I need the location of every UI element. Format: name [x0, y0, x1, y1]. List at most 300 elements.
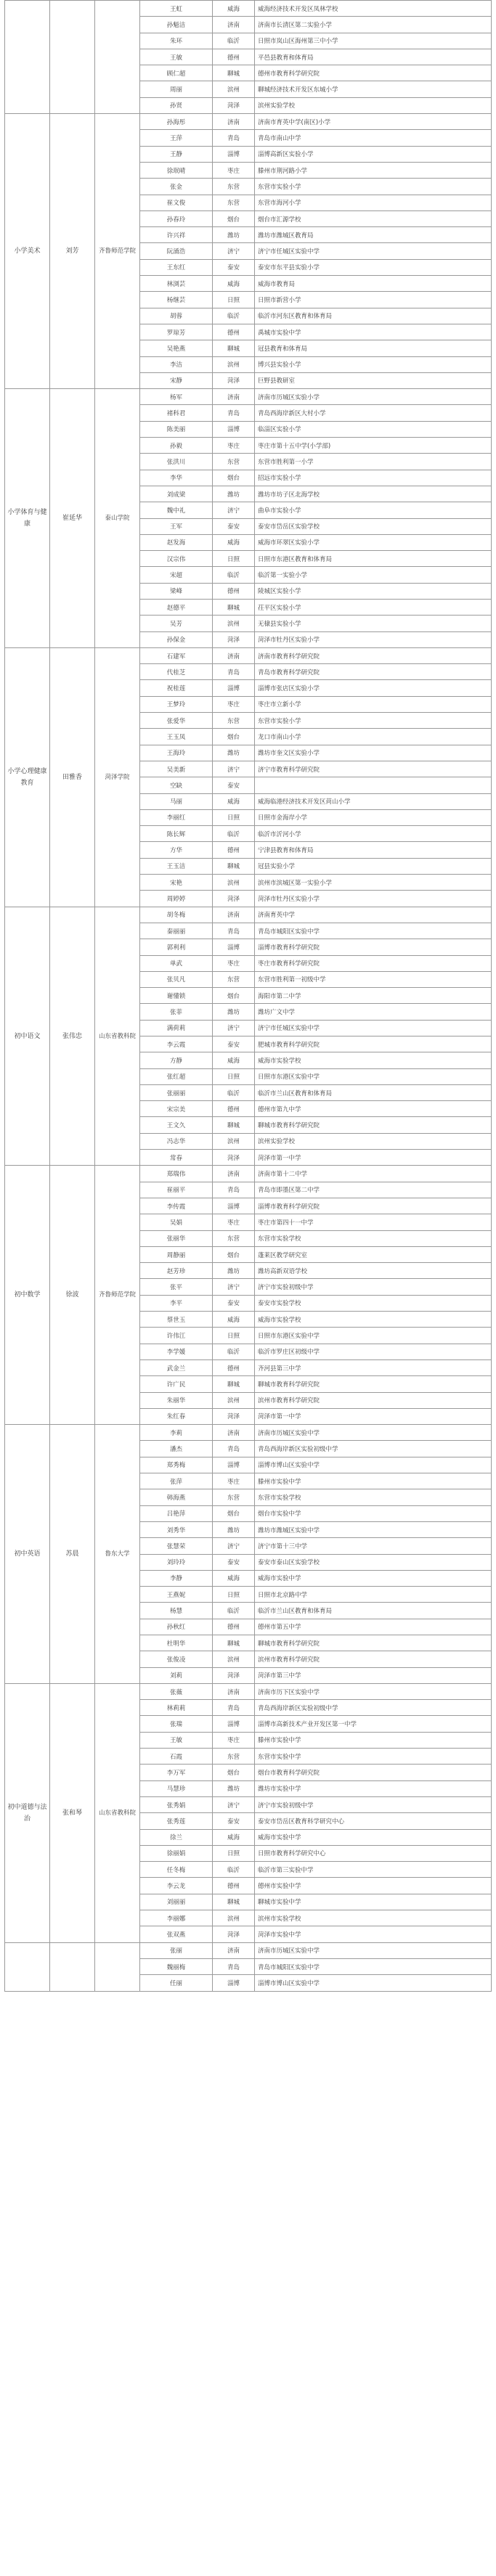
member-unit-cell: 菏泽市牡丹区实验小学 — [255, 631, 492, 647]
member-unit-cell: 东营市实验学校 — [255, 1489, 492, 1505]
member-name-cell: 王虹 — [140, 1, 213, 17]
member-city-cell: 滨州 — [213, 1133, 255, 1149]
member-name-cell: 满荷莉 — [140, 1020, 213, 1036]
member-name-cell: 魏中礼 — [140, 502, 213, 518]
member-name-cell: 吴美新 — [140, 761, 213, 777]
member-name-cell: 林浏芸 — [140, 276, 213, 292]
member-city-cell: 济宁 — [213, 502, 255, 518]
member-city-cell: 德州 — [213, 1359, 255, 1375]
member-unit-cell: 青岛西海岸新区大村小学 — [255, 405, 492, 421]
member-city-cell: 潍坊 — [213, 1004, 255, 1020]
group-college-cell: 泰山学院 — [95, 389, 140, 648]
member-name-cell: 任冬梅 — [140, 1862, 213, 1878]
member-unit-cell: 日照市新营小学 — [255, 292, 492, 308]
member-unit-cell: 聊城市教育科学研究院 — [255, 1117, 492, 1133]
member-name-cell: 徐珉晴 — [140, 162, 213, 178]
member-unit-cell: 日照市金海岸小学 — [255, 809, 492, 825]
member-unit-cell: 菏泽市第一中学 — [255, 1150, 492, 1166]
member-unit-cell: 菏泽市第一中学 — [255, 1408, 492, 1424]
member-city-cell: 聊城 — [213, 1376, 255, 1392]
member-name-cell: 许伟江 — [140, 1328, 213, 1344]
member-city-cell: 青岛 — [213, 1958, 255, 1974]
member-unit-cell: 青岛西海岸新区实验初级中学 — [255, 1700, 492, 1716]
member-city-cell: 枣庄 — [213, 696, 255, 712]
member-unit-cell: 潍坊市潍城区实验中学 — [255, 1521, 492, 1537]
member-name-cell: 王梦玲 — [140, 696, 213, 712]
member-name-cell: 刘莉 — [140, 1667, 213, 1683]
member-name-cell: 刘成梁 — [140, 486, 213, 502]
member-name-cell: 郑瑞伟 — [140, 1166, 213, 1182]
member-unit-cell: 滕州市荆河路小学 — [255, 162, 492, 178]
member-city-cell: 淄博 — [213, 1975, 255, 1991]
member-city-cell: 淄博 — [213, 939, 255, 955]
member-city-cell: 日照 — [213, 1068, 255, 1084]
member-city-cell: 菏泽 — [213, 372, 255, 388]
member-name-cell: 林莉莉 — [140, 1700, 213, 1716]
member-city-cell: 济南 — [213, 1942, 255, 1958]
member-city-cell: 威海 — [213, 276, 255, 292]
member-city-cell: 东营 — [213, 195, 255, 210]
member-name-cell: 杜明华 — [140, 1635, 213, 1651]
member-unit-cell: 泰安市岱岳区实验学校 — [255, 518, 492, 534]
member-city-cell: 济宁 — [213, 243, 255, 259]
member-name-cell: 李洁 — [140, 356, 213, 372]
member-unit-cell: 潍坊市潍城区教育局 — [255, 227, 492, 243]
member-unit-cell: 枣庄市第十五中学(小学部) — [255, 438, 492, 454]
member-unit-cell: 泰安市实验学校 — [255, 1295, 492, 1311]
member-unit-cell: 聊城市实验中学 — [255, 1894, 492, 1910]
member-name-cell: 刘丽丽 — [140, 1894, 213, 1910]
member-name-cell: 顾仁超 — [140, 65, 213, 81]
member-unit-cell: 滨州实验学校 — [255, 97, 492, 113]
member-unit-cell: 淄博市博山区实验中学 — [255, 1457, 492, 1473]
member-unit-cell: 滨州市实验学校 — [255, 1910, 492, 1926]
member-name-cell: 王海玲 — [140, 745, 213, 761]
member-city-cell: 济南 — [213, 647, 255, 663]
member-name-cell: 方华 — [140, 842, 213, 858]
member-unit-cell: 淄博市教育科学研究院 — [255, 1198, 492, 1214]
member-unit-cell: 菏泽市第三中学 — [255, 1667, 492, 1683]
group-subject-cell: 小学体育与健康 — [5, 389, 50, 648]
member-name-cell: 马丽 — [140, 793, 213, 809]
member-unit-cell: 济南市长清区第二实验小学 — [255, 17, 492, 33]
table-row — [5, 647, 492, 663]
member-city-cell: 烟台 — [213, 1765, 255, 1780]
member-name-cell: 周静丽 — [140, 1246, 213, 1262]
member-name-cell: 杨继芸 — [140, 292, 213, 308]
group-tutor-cell — [50, 1, 95, 114]
member-name-cell: 张丽华 — [140, 1230, 213, 1246]
member-unit-cell: 济南市历城区实验小学 — [255, 389, 492, 405]
member-city-cell: 枣庄 — [213, 955, 255, 971]
member-city-cell: 临沂 — [213, 1603, 255, 1619]
member-name-cell: 孙春玲 — [140, 210, 213, 226]
member-unit-cell: 威海市实验学校 — [255, 1052, 492, 1068]
member-name-cell: 孙保金 — [140, 631, 213, 647]
member-city-cell: 泰安 — [213, 1813, 255, 1829]
member-city-cell: 滨州 — [213, 1651, 255, 1667]
member-unit-cell: 滨州市教育科学研究院 — [255, 1651, 492, 1667]
member-unit-cell: 枣庄市立新小学 — [255, 696, 492, 712]
member-unit-cell: 东营市胜利第一初级中学 — [255, 971, 492, 987]
member-city-cell: 菏泽 — [213, 631, 255, 647]
member-city-cell: 德州 — [213, 842, 255, 858]
member-city-cell: 青岛 — [213, 405, 255, 421]
member-city-cell: 聊城 — [213, 340, 255, 356]
member-city-cell: 济南 — [213, 1425, 255, 1441]
member-name-cell: 单武 — [140, 955, 213, 971]
member-unit-cell: 德州市第五中学 — [255, 1619, 492, 1635]
table-row — [5, 1166, 492, 1182]
member-city-cell: 滨州 — [213, 81, 255, 97]
member-name-cell: 李静 — [140, 1570, 213, 1586]
member-name-cell: 任丽 — [140, 1975, 213, 1991]
member-unit-cell: 枣庄市教育科学研究院 — [255, 955, 492, 971]
group-college-cell: 菏泽学院 — [95, 647, 140, 907]
member-name-cell: 张红超 — [140, 1068, 213, 1084]
member-city-cell: 聊城 — [213, 1894, 255, 1910]
member-name-cell: 刘秀华 — [140, 1521, 213, 1537]
member-unit-cell — [255, 777, 492, 793]
member-name-cell: 孙魁洁 — [140, 17, 213, 33]
member-unit-cell: 德州市实验中学 — [255, 1878, 492, 1894]
member-name-cell: 陈长辉 — [140, 826, 213, 842]
member-name-cell: 崔丽平 — [140, 1182, 213, 1198]
member-name-cell: 梁峰 — [140, 583, 213, 599]
member-unit-cell: 烟台市汇源学校 — [255, 210, 492, 226]
member-city-cell: 聊城 — [213, 858, 255, 874]
member-city-cell: 威海 — [213, 1, 255, 17]
member-unit-cell: 德州市第九中学 — [255, 1101, 492, 1117]
member-city-cell: 德州 — [213, 1101, 255, 1117]
member-unit-cell: 潍坊市实验中学 — [255, 1780, 492, 1796]
member-name-cell: 胡蓉 — [140, 308, 213, 324]
member-name-cell: 吴芳 — [140, 616, 213, 631]
member-name-cell: 许兴祥 — [140, 227, 213, 243]
member-name-cell: 胡冬梅 — [140, 907, 213, 923]
member-name-cell: 宋宗美 — [140, 1101, 213, 1117]
member-unit-cell: 烟台市教育科学研究院 — [255, 1765, 492, 1780]
member-city-cell: 日照 — [213, 551, 255, 567]
member-name-cell: 张俊凌 — [140, 1651, 213, 1667]
member-unit-cell: 潍坊市坊子区北海学校 — [255, 486, 492, 502]
member-name-cell: 张金 — [140, 179, 213, 195]
member-city-cell: 潍坊 — [213, 745, 255, 761]
member-unit-cell: 东营市实验小学 — [255, 179, 492, 195]
member-city-cell: 烟台 — [213, 210, 255, 226]
member-unit-cell: 济南市历下区实验中学 — [255, 1683, 492, 1699]
member-unit-cell: 威海临港经济技术开发区苘山小学 — [255, 793, 492, 809]
member-unit-cell: 济南市历城区实验中学 — [255, 1942, 492, 1958]
member-name-cell: 魏丽梅 — [140, 1958, 213, 1974]
member-city-cell: 济宁 — [213, 1538, 255, 1554]
member-unit-cell: 龙口市南山小学 — [255, 729, 492, 745]
member-unit-cell: 青岛市城阳区实验中学 — [255, 923, 492, 939]
member-name-cell: 周婷婷 — [140, 891, 213, 907]
member-name-cell: 朱丽华 — [140, 1392, 213, 1408]
member-city-cell: 威海 — [213, 1312, 255, 1328]
member-name-cell: 王萍 — [140, 130, 213, 146]
member-name-cell: 朱红春 — [140, 1408, 213, 1424]
member-unit-cell: 威海市实验中学 — [255, 1570, 492, 1586]
member-unit-cell: 日照市岚山区海州第三中小学 — [255, 33, 492, 49]
member-city-cell: 泰安 — [213, 1554, 255, 1570]
member-unit-cell: 曲阜市实验小学 — [255, 502, 492, 518]
member-unit-cell: 威海市环翠区实验小学 — [255, 534, 492, 550]
member-name-cell: 周丽 — [140, 81, 213, 97]
member-name-cell: 空缺 — [140, 777, 213, 793]
member-unit-cell: 日照市北京路中学 — [255, 1587, 492, 1603]
member-city-cell: 济南 — [213, 1683, 255, 1699]
member-city-cell: 济宁 — [213, 1279, 255, 1295]
member-name-cell: 孙贤 — [140, 97, 213, 113]
member-unit-cell: 肥城市教育科学研究院 — [255, 1036, 492, 1052]
group-college-cell: 鲁东大学 — [95, 1425, 140, 1684]
member-city-cell: 潍坊 — [213, 1780, 255, 1796]
member-city-cell: 青岛 — [213, 130, 255, 146]
member-city-cell: 威海 — [213, 793, 255, 809]
member-unit-cell: 济宁市实验初级中学 — [255, 1279, 492, 1295]
member-city-cell: 淄博 — [213, 1457, 255, 1473]
member-name-cell: 张爱华 — [140, 713, 213, 729]
member-name-cell: 赵芳珍 — [140, 1263, 213, 1279]
member-unit-cell: 潍坊市奎文区实验小学 — [255, 745, 492, 761]
member-city-cell: 济南 — [213, 907, 255, 923]
member-name-cell: 李学媛 — [140, 1344, 213, 1359]
member-name-cell: 石霞 — [140, 1749, 213, 1765]
member-city-cell: 东营 — [213, 1489, 255, 1505]
member-city-cell: 济南 — [213, 1166, 255, 1182]
group-tutor-cell: 刘芳 — [50, 114, 95, 389]
member-city-cell: 枣庄 — [213, 1473, 255, 1489]
member-city-cell: 临沂 — [213, 308, 255, 324]
member-unit-cell: 日照市东港区教育和体育局 — [255, 551, 492, 567]
member-unit-cell: 聊城市教育科学研究院 — [255, 1376, 492, 1392]
roster-table — [4, 0, 492, 1992]
table-row — [5, 114, 492, 130]
member-name-cell: 李云霞 — [140, 1036, 213, 1052]
member-city-cell: 泰安 — [213, 1295, 255, 1311]
member-name-cell: 蔡世玉 — [140, 1312, 213, 1328]
member-name-cell: 孙毅 — [140, 438, 213, 454]
member-unit-cell: 济南市历城区实验中学 — [255, 1425, 492, 1441]
member-city-cell: 东营 — [213, 1230, 255, 1246]
member-unit-cell: 临沂市兰山区教育和体育局 — [255, 1603, 492, 1619]
member-unit-cell: 滨州实验学校 — [255, 1133, 492, 1149]
member-unit-cell: 淄博高新区实验小学 — [255, 146, 492, 162]
member-city-cell: 潍坊 — [213, 227, 255, 243]
member-city-cell: 青岛 — [213, 1700, 255, 1716]
member-name-cell: 王静 — [140, 146, 213, 162]
member-name-cell: 宋艳 — [140, 875, 213, 891]
member-name-cell: 赵德平 — [140, 599, 213, 615]
member-name-cell: 孙秋红 — [140, 1619, 213, 1635]
member-unit-cell: 临淄区实验小学 — [255, 421, 492, 437]
group-subject-cell: 小学心理健康教育 — [5, 647, 50, 907]
member-city-cell: 临沂 — [213, 1344, 255, 1359]
group-college-cell: 山东省教科院 — [95, 907, 140, 1166]
member-city-cell: 济南 — [213, 114, 255, 130]
member-unit-cell: 东营市实验中学 — [255, 1749, 492, 1765]
member-city-cell: 枣庄 — [213, 1732, 255, 1748]
member-name-cell: 吴娟 — [140, 1214, 213, 1230]
member-unit-cell: 陵城区实验小学 — [255, 583, 492, 599]
member-unit-cell: 齐河县第三中学 — [255, 1359, 492, 1375]
member-unit-cell: 宁津县教育和体育局 — [255, 842, 492, 858]
member-city-cell: 威海 — [213, 1829, 255, 1845]
member-name-cell: 李莉 — [140, 1425, 213, 1441]
member-unit-cell: 威海市实验中学 — [255, 1829, 492, 1845]
member-unit-cell: 日照市教育科学研究中心 — [255, 1845, 492, 1861]
table-row — [5, 907, 492, 923]
member-unit-cell: 青岛西海岸新区实验初级中学 — [255, 1441, 492, 1457]
table-row — [5, 389, 492, 405]
group-subject-cell: 初中数学 — [5, 1166, 50, 1425]
member-name-cell: 吕艳萍 — [140, 1505, 213, 1521]
member-name-cell: 李丽红 — [140, 809, 213, 825]
group-subject-cell — [5, 1942, 50, 1991]
member-unit-cell: 淄博市高新技术产业开发区第一中学 — [255, 1716, 492, 1732]
member-city-cell: 菏泽 — [213, 1667, 255, 1683]
member-name-cell: 宋超 — [140, 567, 213, 583]
member-name-cell: 方静 — [140, 1052, 213, 1068]
group-tutor-cell: 张伟忠 — [50, 907, 95, 1166]
member-name-cell: 李华 — [140, 470, 213, 486]
member-unit-cell: 烟台市实验中学 — [255, 1505, 492, 1521]
group-tutor-cell: 崔延华 — [50, 389, 95, 648]
member-unit-cell: 滕州市实验中学 — [255, 1473, 492, 1489]
member-name-cell: 王文久 — [140, 1117, 213, 1133]
member-unit-cell: 济南市育英中学(南区)小学 — [255, 114, 492, 130]
member-unit-cell: 威海市实验学校 — [255, 1312, 492, 1328]
member-city-cell: 济南 — [213, 389, 255, 405]
member-unit-cell: 临沂市沂河小学 — [255, 826, 492, 842]
member-name-cell: 杨军 — [140, 389, 213, 405]
member-city-cell: 德州 — [213, 583, 255, 599]
member-name-cell: 张洪川 — [140, 454, 213, 470]
member-city-cell: 青岛 — [213, 664, 255, 680]
member-city-cell: 滨州 — [213, 616, 255, 631]
member-city-cell: 聊城 — [213, 1117, 255, 1133]
member-unit-cell: 临沂第一实验小学 — [255, 567, 492, 583]
group-college-cell — [95, 1942, 140, 1991]
member-city-cell: 临沂 — [213, 826, 255, 842]
member-name-cell: 陈美丽 — [140, 421, 213, 437]
member-unit-cell: 蓬莱区教学研究室 — [255, 1246, 492, 1262]
member-unit-cell: 冠县实验小学 — [255, 858, 492, 874]
member-name-cell: 张薇 — [140, 1683, 213, 1699]
member-unit-cell: 济宁市教育科学研究院 — [255, 761, 492, 777]
roster-body — [5, 1, 492, 1992]
member-city-cell: 菏泽 — [213, 1150, 255, 1166]
member-unit-cell: 滕州市实验中学 — [255, 1732, 492, 1748]
member-city-cell: 东营 — [213, 179, 255, 195]
member-city-cell: 烟台 — [213, 729, 255, 745]
member-city-cell: 潍坊 — [213, 486, 255, 502]
member-unit-cell: 菏泽市实验中学 — [255, 1926, 492, 1942]
member-name-cell: 张秀娟 — [140, 1796, 213, 1812]
member-city-cell: 枣庄 — [213, 438, 255, 454]
member-city-cell: 滨州 — [213, 1910, 255, 1926]
member-name-cell: 褚科君 — [140, 405, 213, 421]
member-city-cell: 菏泽 — [213, 97, 255, 113]
member-city-cell: 菏泽 — [213, 1926, 255, 1942]
member-name-cell: 张菲 — [140, 1004, 213, 1020]
group-college-cell: 齐鲁师范学院 — [95, 114, 140, 389]
member-unit-cell: 海阳市第二中学 — [255, 988, 492, 1004]
member-unit-cell: 无棣县实验小学 — [255, 616, 492, 631]
member-city-cell: 日照 — [213, 1587, 255, 1603]
member-name-cell: 王东红 — [140, 259, 213, 275]
member-unit-cell: 青岛市教育科学研究院 — [255, 664, 492, 680]
member-city-cell: 德州 — [213, 49, 255, 65]
member-city-cell: 德州 — [213, 1878, 255, 1894]
member-name-cell: 武金兰 — [140, 1359, 213, 1375]
member-name-cell: 张丽丽 — [140, 1084, 213, 1100]
member-name-cell: 李传霞 — [140, 1198, 213, 1214]
member-name-cell: 徐丽娟 — [140, 1845, 213, 1861]
member-name-cell: 罗琼芳 — [140, 324, 213, 340]
member-unit-cell: 济南育英中学 — [255, 907, 492, 923]
member-name-cell: 张贝凡 — [140, 971, 213, 987]
member-name-cell: 杨慧 — [140, 1603, 213, 1619]
member-name-cell: 韩海燕 — [140, 1489, 213, 1505]
member-city-cell: 东营 — [213, 454, 255, 470]
member-name-cell: 王敏 — [140, 1732, 213, 1748]
member-unit-cell: 东营市海河小学 — [255, 195, 492, 210]
member-city-cell: 日照 — [213, 292, 255, 308]
member-city-cell: 东营 — [213, 1749, 255, 1765]
member-city-cell: 东营 — [213, 971, 255, 987]
member-unit-cell: 巨野县教研室 — [255, 372, 492, 388]
member-unit-cell: 东营市实验学校 — [255, 1230, 492, 1246]
member-name-cell: 王军 — [140, 518, 213, 534]
member-unit-cell: 博兴县实验小学 — [255, 356, 492, 372]
member-unit-cell: 菏泽市牡丹区实验小学 — [255, 891, 492, 907]
member-name-cell: 马慧珍 — [140, 1780, 213, 1796]
member-city-cell: 烟台 — [213, 470, 255, 486]
member-city-cell: 滨州 — [213, 875, 255, 891]
member-unit-cell: 淄博市博山区实验中学 — [255, 1975, 492, 1991]
member-name-cell: 汉宗伟 — [140, 551, 213, 567]
member-unit-cell: 平邑县教育和体育局 — [255, 49, 492, 65]
member-city-cell: 烟台 — [213, 988, 255, 1004]
group-subject-cell: 初中语文 — [5, 907, 50, 1166]
member-city-cell: 泰安 — [213, 1036, 255, 1052]
member-unit-cell: 招远市实验小学 — [255, 470, 492, 486]
table-row — [5, 1942, 492, 1958]
table-row — [5, 1425, 492, 1441]
member-unit-cell: 威海市教育局 — [255, 276, 492, 292]
member-name-cell: 张瑞 — [140, 1716, 213, 1732]
member-city-cell: 济宁 — [213, 1020, 255, 1036]
group-subject-cell: 初中英语 — [5, 1425, 50, 1684]
member-unit-cell: 青岛市城阳区实验中学 — [255, 1958, 492, 1974]
member-city-cell: 枣庄 — [213, 1214, 255, 1230]
member-unit-cell: 淄博市张店区实验小学 — [255, 680, 492, 696]
member-name-cell: 张秀莲 — [140, 1813, 213, 1829]
member-unit-cell: 济宁市实验初级中学 — [255, 1796, 492, 1812]
member-name-cell: 崔文俊 — [140, 195, 213, 210]
member-name-cell: 张平 — [140, 1279, 213, 1295]
member-city-cell: 临沂 — [213, 33, 255, 49]
member-city-cell: 聊城 — [213, 65, 255, 81]
member-unit-cell: 济南市第十二中学 — [255, 1166, 492, 1182]
member-city-cell: 滨州 — [213, 1392, 255, 1408]
member-unit-cell: 淄博市教育科学研究院 — [255, 939, 492, 955]
group-subject-cell: 初中道德与法治 — [5, 1683, 50, 1942]
member-unit-cell: 济南市教育科学研究院 — [255, 647, 492, 663]
